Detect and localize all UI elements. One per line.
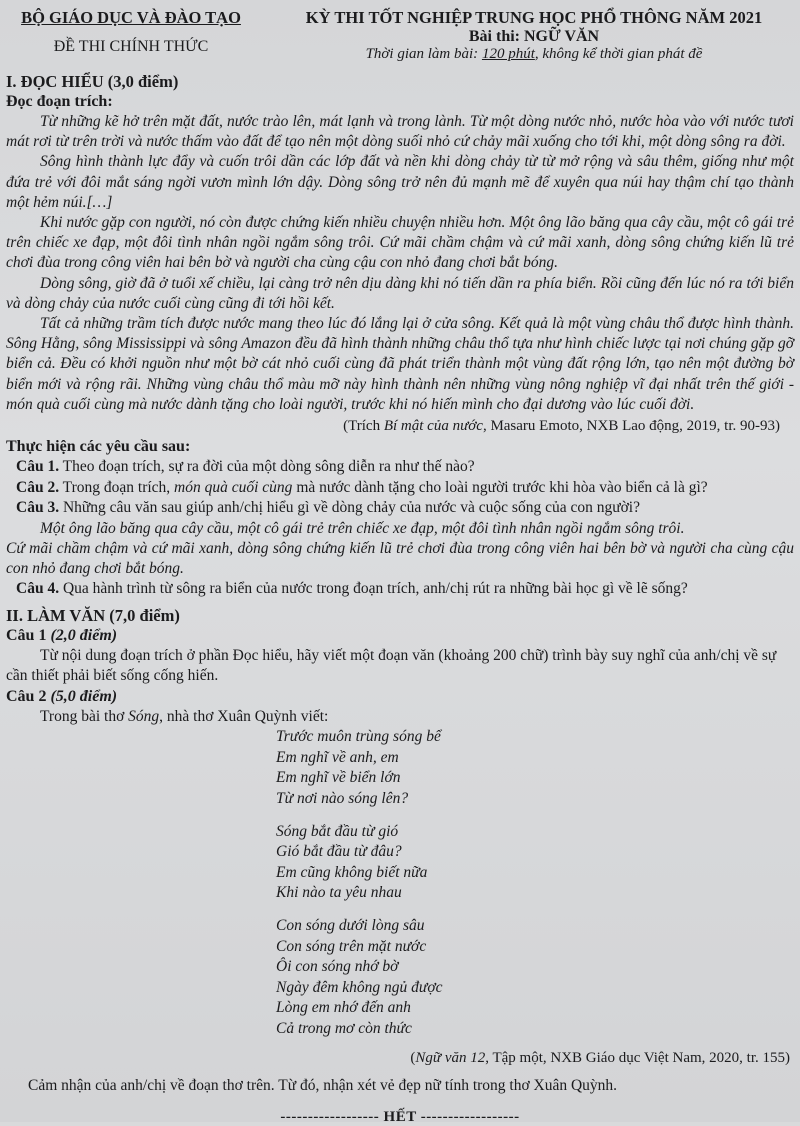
source-suffix: , Masaru Emoto, NXB Lao động, 2019, tr. 90-93): [482, 418, 780, 435]
passage-paragraph-2: Sông hình thành lực đẩy và cuốn trôi dần các lớp đất và nền khi dòng chảy từ từ mở rộng và sâu thêm, giống như một đứa trẻ với đôi mắt sáng ngời vươn mình lớn dậy. Dòng sông trở nên đủ mạnh mẽ để xuyên qua núi hay thậm chí tạo thành một hẻm núi.[…]: [6, 153, 794, 211]
source-title: Bí mật của nước: [383, 418, 483, 435]
poem-stanza-2: [276, 822, 794, 904]
question-3-quote-1: Một ông lão băng qua cây cầu, một cô gái trẻ trên chiếc xe đạp, một đôi tình nhân ngồi ngắm sông trôi.: [40, 519, 685, 537]
poem-source-title: Ngữ văn 12: [415, 1050, 486, 1067]
poem-line: Con sóng trên mặt nước: [276, 937, 427, 955]
poem-line: Trước muôn trùng sóng bể: [276, 728, 441, 746]
essay-1-label: Câu 1: [6, 626, 51, 644]
passage-paragraph-5: Tất cả những trầm tích được nước mang theo lúc đó lắng lại ở cửa sông. Kết quả là một vùng châu thổ được hình thành. Sông Hằng, sông Mississippi và sông Amazon đều đã hình thành những châu thổ tựa như hình chiếc lược tại nơi chúng gặp gỡ biển cả. Đều có khởi nguồn như một bờ cát nhỏ cuối cùng đã phát triển thành một vùng đất rộng lớn, tạo nên một đường bờ biển mới và rộng rãi. Những vùng châu thổ màu mỡ này hình thành nên những vùng nông nghiệp vĩ đại nhất trên thế giới - món quà cuối cùng mà nước dành tặng cho loài người, trước khi nó hiến mình cho đại dương vào lúc cuối đời.: [6, 315, 794, 413]
part2-title: II. LÀM VĂN (7,0 điểm): [6, 605, 180, 625]
passage-paragraph-3: Khi nước gặp con người, nó còn được chứng kiến nhiều chuyện nhiều hơn. Một ông lão băng qua cây cầu, một cô gái trẻ trên chiếc xe đạp, một đôi tình nhân ngồi ngắm sông trôi. Cứ mãi chầm chậm và cứ mãi xanh, dòng sông chứng kiến lũ trẻ chơi đùa trong công viên hai bên bờ và người cha cùng cậu con nhỏ đang chơi bắt bóng.: [6, 214, 794, 272]
question-1: [6, 457, 794, 478]
poem-line: Từ nơi nào sóng lên?: [276, 789, 409, 807]
time-prefix: Thời gian làm bài:: [365, 46, 482, 62]
essay-2-intro: [6, 707, 794, 728]
question-3-label: Câu 3.: [16, 499, 60, 517]
poem-line: Sóng bắt đầu từ gió: [276, 822, 399, 840]
poem-title: Sóng: [128, 707, 160, 725]
passage-source: [6, 415, 794, 437]
essay-2-task: Cảm nhận của anh/chị về đoạn thơ trên. Từ đó, nhận xét vẻ đẹp nữ tính trong thơ Xuân Quỳnh.: [28, 1077, 618, 1095]
poem-line: Cả trong mơ còn thức: [276, 1019, 412, 1037]
essay-1-heading: [6, 626, 794, 646]
reading-label: Đọc đoạn trích:: [6, 93, 113, 110]
part1-title: I. ĐỌC HIỂU (3,0 điểm): [6, 72, 179, 91]
question-3-quote-2: Cứ mãi chầm chậm và cứ mãi xanh, dòng sông chứng kiến lũ trẻ chơi đùa trong công viên hai bên bờ và người cha cùng cậu con nhỏ đang chơi bắt bóng.: [6, 539, 794, 577]
poem-line: Ôi con sóng nhớ bờ: [276, 958, 399, 976]
question-1-text: Theo đoạn trích, sự ra đời của một dòng sông diễn ra như thế nào?: [59, 458, 475, 476]
essay-2-intro-pre: Trong bài thơ: [40, 707, 129, 725]
question-2-pre: Trong đoạn trích,: [59, 478, 175, 496]
question-2: [6, 478, 794, 499]
requirements-label: Thực hiện các yêu cầu sau:: [6, 438, 191, 456]
question-3-text: Những câu văn sau giúp anh/chị hiểu gì về dòng chảy của nước và cuộc sống của con người?: [59, 499, 640, 517]
exam-subject: Bài thi: NGỮ VĂN: [468, 28, 600, 45]
poem-line: Em cũng không biết nữa: [276, 863, 428, 881]
poem-line: Em nghĩ về anh, em: [276, 748, 399, 766]
source-prefix: (Trích: [343, 418, 384, 435]
poem-source-rest: , Tập một, NXB Giáo dục Việt Nam, 2020, tr. 155): [485, 1050, 790, 1067]
passage-paragraph-1: Từ những kẽ hở trên mặt đất, nước trào lên, mát lạnh và trong lành. Từ một dòng nước nhỏ, nước hòa vào với nước tươi mát rơi từ trên trời và nước thấm vào đất để tạo nên một dòng suối nhỏ cứ chảy mãi xuống cho tới khi, một dòng sông ra đời.: [6, 113, 794, 151]
poem-stanza-3: [276, 916, 794, 1040]
poem-stanza-1: [276, 727, 794, 809]
essay-2-intro-post: , nhà thơ Xuân Quỳnh viết:: [159, 707, 329, 725]
poem-line: Gió bắt đầu từ đâu?: [276, 843, 402, 861]
essay-2-label: Câu 2: [6, 687, 51, 705]
time-duration: 120 phút: [481, 46, 535, 62]
question-2-label: Câu 2.: [16, 478, 60, 496]
exam-title: KỲ THI TỐT NGHIỆP TRUNG HỌC PHỔ THÔNG NĂM 2021: [305, 8, 763, 27]
essay-1-text: Từ nội dung đoạn trích ở phần Đọc hiểu, hãy viết một đoạn văn (khoảng 200 chữ) trình bày suy nghĩ của anh/chị về sự cần thiết phải biết sống cống hiến.: [6, 646, 777, 685]
question-2-italic: món quà cuối cùng: [174, 478, 293, 496]
poem-source-open: (: [410, 1050, 416, 1067]
question-3: [6, 498, 794, 519]
question-1-label: Câu 1.: [16, 458, 60, 476]
essay-1-points: (2,0 điểm): [50, 626, 118, 644]
reading-passage: [6, 112, 794, 415]
poem-line: Con sóng dưới lòng sâu: [276, 916, 425, 934]
poem-source: [6, 1047, 794, 1069]
poem: [276, 727, 794, 1039]
passage-paragraph-4: Dòng sông, giờ đã ở tuổi xế chiều, lại càng trở nên dịu dàng khi nó tiến dần ra phía biển. Rồi cũng đến lúc nó ra tới biển và dòng chảy của nước cuối cùng cũng đi tới hồi kết.: [6, 274, 794, 312]
question-2-post: mà nước dành tặng cho loài người trước khi hòa vào biển cả là gì?: [292, 478, 708, 496]
header-left: [6, 8, 256, 72]
question-4-label: Câu 4.: [16, 580, 60, 598]
question-4: [6, 579, 794, 600]
essay-2-points: (5,0 điểm): [50, 687, 118, 705]
question-4-text: Qua hành trình từ sông ra biển của nước trong đoạn trích, anh/chị rút ra những bài học gì về lẽ sống?: [59, 580, 688, 598]
exam-time: [274, 46, 794, 63]
poem-line: Ngày đêm không ngủ được: [276, 978, 443, 996]
poem-line: Em nghĩ về biển lớn: [276, 769, 401, 787]
poem-line: Khi nào ta yêu nhau: [276, 884, 402, 902]
poem-line: Lòng em nhớ đến anh: [276, 999, 411, 1017]
ministry-name: BỘ GIÁO DỤC VÀ ĐÀO TẠO: [21, 8, 241, 27]
essay-2-heading: [6, 687, 794, 707]
header-right: [274, 8, 794, 72]
exam-header: [6, 8, 794, 72]
end-marker: ------------------ HẾT ------------------: [280, 1109, 520, 1126]
official-exam-label: ĐỀ THI CHÍNH THỨC: [53, 38, 209, 55]
time-suffix: , không kể thời gian phát đề: [534, 46, 703, 62]
